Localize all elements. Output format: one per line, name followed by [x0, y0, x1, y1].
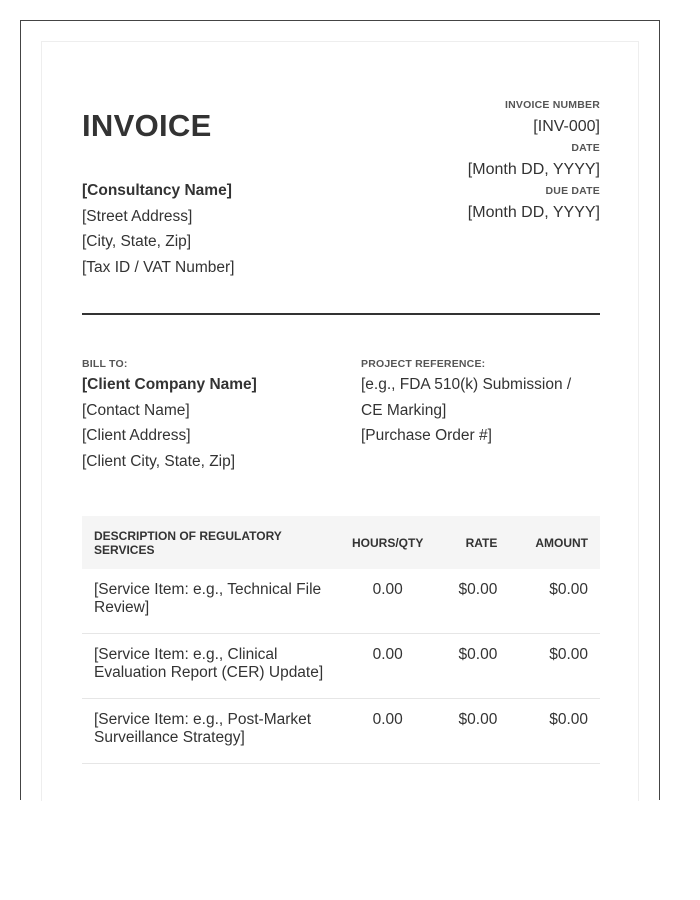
services-table [82, 516, 600, 764]
row-hours: 0.00 [340, 699, 435, 764]
row-hours: 0.00 [340, 634, 435, 699]
header-amount: AMOUNT [509, 516, 600, 569]
row-amount: $0.00 [509, 699, 600, 764]
client-city: [Client City, State, Zip] [82, 453, 236, 471]
project-reference-label: PROJECT REFERENCE: [361, 358, 486, 370]
client-company-name: [Client Company Name] [82, 376, 257, 393]
purchase-order: [Purchase Order #] [361, 427, 492, 445]
invoice-title: INVOICE [82, 108, 212, 143]
sender-block [82, 178, 234, 281]
consultancy-name: [Consultancy Name] [82, 182, 232, 199]
due-date-value: [Month DD, YYYY] [467, 204, 600, 221]
row-description: [Service Item: e.g., Technical File Review] [82, 569, 340, 634]
row-hours: 0.00 [340, 569, 435, 634]
bill-to-label: BILL TO: [82, 358, 128, 370]
table-row [82, 634, 600, 699]
tax-id: [Tax ID / VAT Number] [82, 259, 235, 277]
street-address: [Street Address] [82, 207, 193, 225]
row-description: [Service Item: e.g., Post-Market Surveillance Strategy] [82, 699, 340, 764]
header-hours: HOURS/QTY [340, 516, 435, 569]
due-date-label: DUE DATE [545, 185, 600, 197]
table-row [82, 699, 600, 764]
invoice-number-label: INVOICE NUMBER [505, 99, 600, 111]
row-description: [Service Item: e.g., Clinical Evaluation Report (CER) Update] [82, 634, 340, 699]
bill-to-block [82, 356, 352, 475]
table-row [82, 569, 600, 634]
header-divider [82, 313, 600, 315]
invoice-number-value: [INV-000] [533, 118, 600, 135]
date-value: [Month DD, YYYY] [467, 161, 600, 178]
row-rate: $0.00 [435, 634, 509, 699]
project-reference-block [361, 356, 601, 449]
row-rate: $0.00 [435, 569, 509, 634]
date-label: DATE [571, 142, 600, 154]
header-description: DESCRIPTION OF REGULATORY SERVICES [82, 516, 340, 569]
project-reference-line-1: [e.g., FDA 510(k) Submission / [361, 376, 572, 393]
row-amount: $0.00 [509, 569, 600, 634]
table-header-row [82, 516, 600, 569]
header-rate: RATE [435, 516, 509, 569]
row-amount: $0.00 [509, 634, 600, 699]
client-contact-name: [Contact Name] [82, 401, 190, 419]
client-address: [Client Address] [82, 427, 191, 445]
project-reference-line-2: CE Marking] [361, 401, 447, 419]
invoice-meta [340, 98, 600, 227]
city-state-zip: [City, State, Zip] [82, 233, 192, 251]
row-rate: $0.00 [435, 699, 509, 764]
